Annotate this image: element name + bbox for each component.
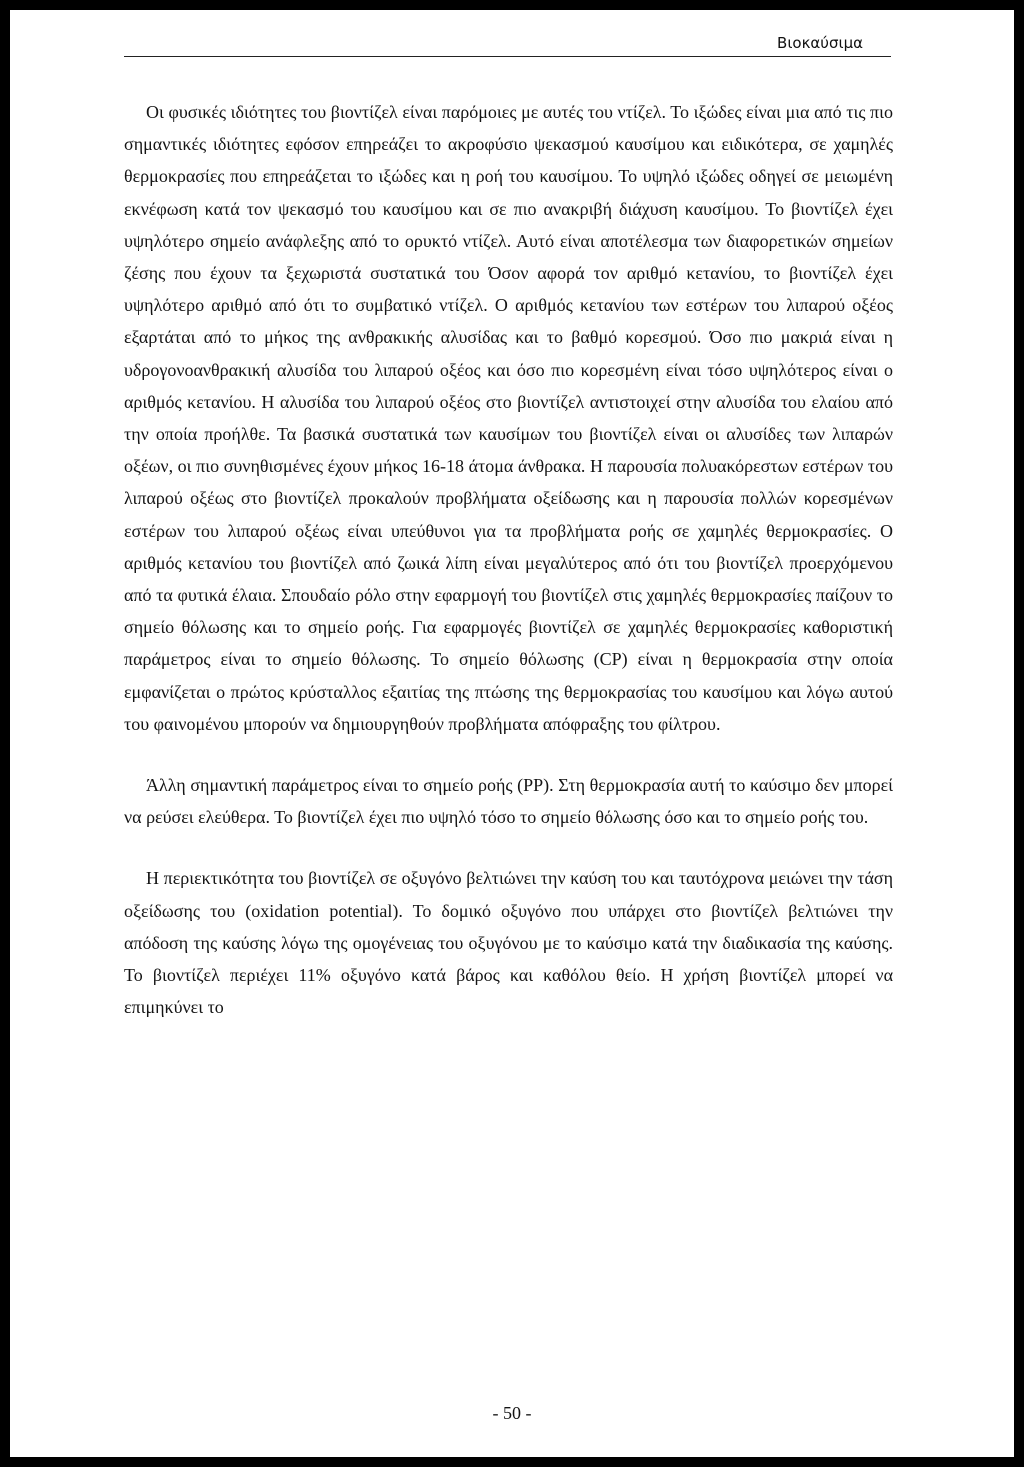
page-number: - 50 - (492, 1403, 532, 1423)
running-header-title: Βιοκαύσιμα (777, 34, 863, 52)
paragraph-oxygen-content: Η περιεκτικότητα του βιοντίζελ σε οξυγόνο βελτιώνει την καύση του και ταυτόχρονα μειώνει την τάση οξείδωσης του (oxidation potential). Το δομικό οξυγόνο που υπάρχει στο βιοντίζελ βελτιώνει την απόδοση της καύσης λόγω της ομογένειας του οξυγόνου με το καύσιμο κατά την διαδικασία της καύσης. Το βιοντίζελ περιέχει 11% οξυγόνο κατά βάρος και καθόλου θείο. Η χρήση βιοντίζελ μπορεί να επιμηκύνει το (124, 868, 893, 1018)
paragraph-physical-properties: Οι φυσικές ιδιότητες του βιοντίζελ είναι παρόμοιες με αυτές του ντίζελ. Το ιξώδες είναι μια από τις πιο σημαντικές ιδιότητες εφόσον επηρεάζει το ακροφύσιο ψεκασμού καυσίμου και ειδικότερα, σε χαμηλές θερμοκρασίες που επηρεάζεται το ιξώδες και η ροή του καυσίμου. Το υψηλό ιξώδες οδηγεί σε μειωμένη εκνέφωση κατά τον ψεκασμό του καυσίμου και σε πιο ανακριβή διάχυση καυσίμου. Το βιοντίζελ έχει υψηλότερο σημείο ανάφλεξης από το ορυκτό ντίζελ. Αυτό είναι αποτέλεσμα των διαφορετικών σημείων ζέσης που έχουν τα ξεχωριστά συστατικά του Όσον αφορά τον αριθμό κετανίου, το βιοντίζελ έχει υψηλότερο αριθμό από ότι το συμβατικό ντίζελ. Ο αριθμός κετανίου των εστέρων του λιπαρού οξέος εξαρτάται από το μήκος της ανθρακικής αλυσίδας και το βαθμό κορεσμού. Όσο πιο μακριά είναι η υδρογονοανθρακική αλυσίδα του λιπαρού οξέος και όσο πιο κορεσμένη είναι τόσο υψηλότερος είναι ο αριθμός κετανίου. Η αλυσίδα του λιπαρού οξέος στο βιοντίζελ αντιστοιχεί στην αλυσίδα του ελαίου από την οποία προήλθε. Τα βασικά συστατικά των καυσίμων του βιοντίζελ είναι οι αλυσίδες των λιπαρών οξέων, οι πιο συνηθισμένες έχουν μήκος 16-18 άτομα άνθρακα. Η παρουσία πολυακόρεστων εστέρων του λιπαρού οξέως στο βιοντίζελ προκαλούν προβλήματα οξείδωσης και η παρουσία πολλών κορεσμένων εστέρων του λιπαρού οξέως είναι υπεύθυνοι για τα προβλήματα ροής σε χαμηλές θερμοκρασίες. Ο αριθμός κετανίου του βιοντίζελ από ζωικά λίπη είναι μεγαλύτερος από ότι του βιοντίζελ προερχόμενου από τα φυτικά έλαια. Σπουδαίο ρόλο στην εφαρμογή του βιοντίζελ στις χαμηλές θερμοκρασίες παίζουν το σημείο θόλωσης και το σημείο ροής. Για εφαρμογές βιοντίζελ σε χαμηλές θερμοκρασίες καθοριστική παράμετρος είναι το σημείο θόλωσης. Το σημείο θόλωσης (CP) είναι η θερμοκρασία στην οποία εμφανίζεται ο πρώτος κρύσταλλος εξαιτίας της πτώσης της θερμοκρασίας του καυσίμου και λόγω αυτού του φαινομένου μπορούν να δημιουργηθούν προβλήματα απόφραξης του φίλτρου. (124, 102, 893, 734)
running-header (124, 34, 891, 57)
body-text (124, 96, 893, 1023)
paragraph-pour-point: Άλλη σημαντική παράμετρος είναι το σημείο ροής (PP). Στη θερμοκρασία αυτή το καύσιμο δεν μπορεί να ρεύσει ελεύθερα. Το βιοντίζελ έχει πιο υψηλό τόσο το σημείο θόλωσης όσο και το σημείο ροής του. (124, 775, 893, 828)
